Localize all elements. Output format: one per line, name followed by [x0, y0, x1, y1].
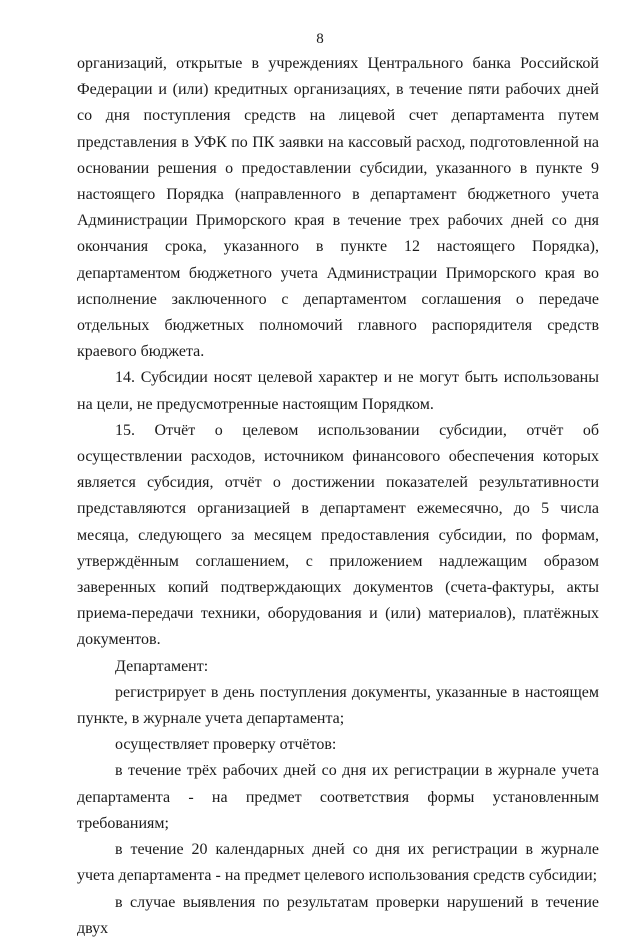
paragraph-twenty-days: в течение 20 календарных дней со дня их регистрации в журнале учета департамента - на предмет целевого использования средств субсидии;	[77, 841, 599, 885]
paragraph-item-15: 15. Отчёт о целевом использовании субсидии, отчёт об осуществлении расходов, источником финансового обеспечения которых является субсидия, отчёт о достижении показателей результативности представляются организацией в департамент ежемесячно, до 5 числа месяца, следующего за месяцем предоставления субсидии, по формам, утверждённым соглашением, с приложением надлежащим образом заверенных копий подтверждающих документов (счета-фактуры, акты приема-передачи техники, оборудования и (или) материалов), платёжных документов.	[77, 421, 599, 649]
paragraph-continuation: организаций, открытые в учреждениях Центрального банка Российской Федерации и (или) кредитных организациях, в течение пяти рабочих дней со дня поступления средств на лицевой счет департамента путем представления в УФК по ПК заявки на кассовый расход, подготовленной на основании решения о предоставлении субсидии, указанного в пункте 9 настоящего Порядка (направленного в департамент бюджетного учета Администрации Приморского края в течение трех рабочих дней со дня окончания срока, указанного в пункте 12 настоящего Порядка), департаментом бюджетного учета Администрации Приморского края во исполнение заключенного с департаментом соглашения о передаче отдельных бюджетных полномочий главного распорядителя средств краевого бюджета.	[77, 55, 599, 361]
paragraph-item-14: 14. Субсидии носят целевой характер и не могут быть использованы на цели, не предусмотренные настоящим Порядком.	[77, 369, 599, 413]
paragraph-checks-reports: осуществляет проверку отчётов:	[115, 736, 337, 754]
document-body	[77, 51, 599, 942]
paragraph-three-days: в течение трёх рабочих дней со дня их регистрации в журнале учета департамента - на предмет соответствия формы установленным требованиям;	[77, 762, 599, 832]
paragraph-violations: в случае выявления по результатам проверки нарушений в течение двух	[77, 893, 599, 937]
page-number: 8	[316, 31, 324, 47]
paragraph-department-heading: Департамент:	[115, 657, 209, 675]
paragraph-registers: регистрирует в день поступления документы, указанные в настоящем пункте, в журнале учета департамента;	[77, 683, 599, 728]
